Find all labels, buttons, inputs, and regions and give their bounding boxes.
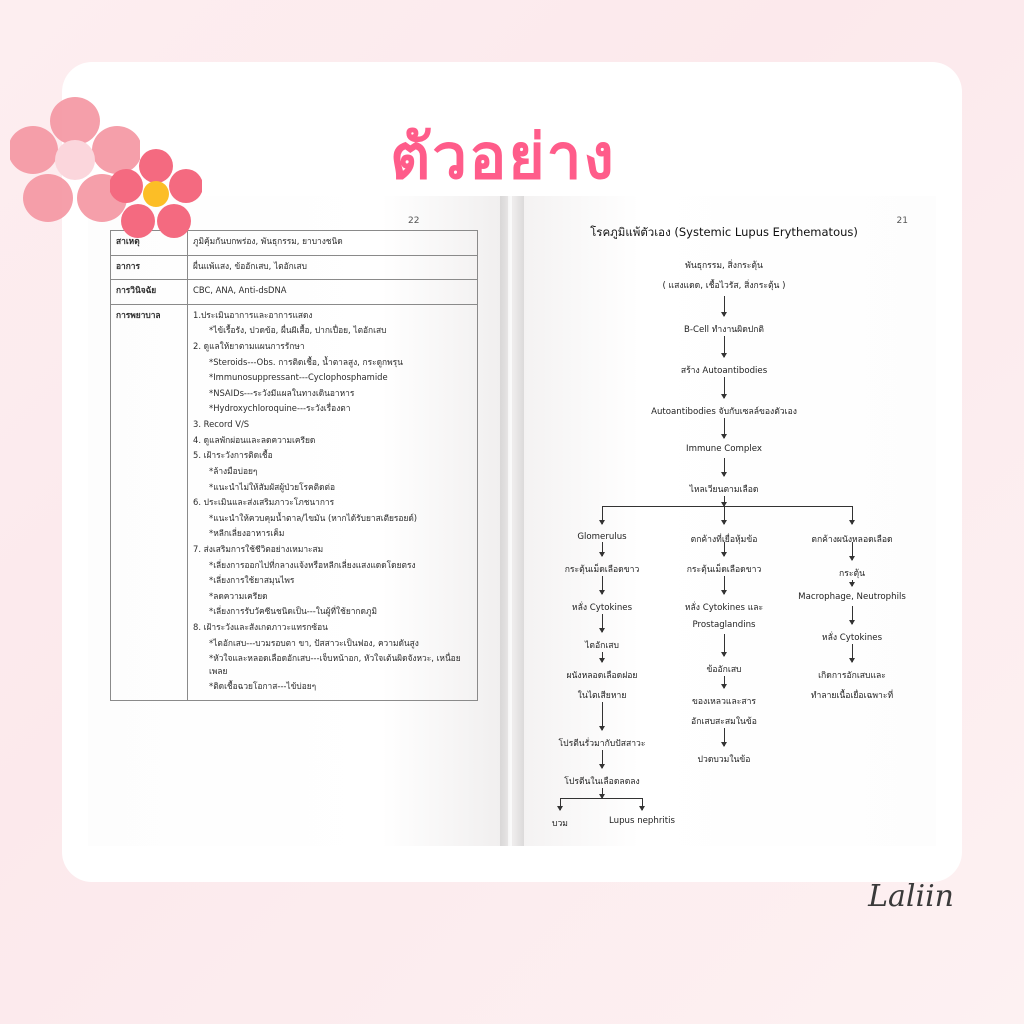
table-text-line: *Hydroxychloroquine---ระวังเรื่องตา	[209, 403, 351, 414]
table-text-line: *เลี่ยงการออกไปที่กลางแจ้งหรือหลีกเลี่ยงแสงแดดโดยตรง	[209, 559, 416, 570]
flowchart-node-b2-8: ปวดบวมในข้อ	[697, 755, 751, 765]
table-row-content	[188, 255, 478, 280]
flower-small-icon	[110, 148, 202, 240]
nursing-care-table	[110, 230, 478, 701]
flowchart-node-b2-1: ตกค้างที่เยื่อหุ้มข้อ	[690, 535, 758, 545]
table-row-header: การวินิจฉัย	[111, 280, 188, 305]
table-text-line: *NSAIDs---ระวังมีแผลในทางเดินอาหาร	[209, 387, 355, 398]
book-page-right	[512, 196, 936, 846]
table-text-line: ภูมิคุ้มกันบกพร่อง, พันธุกรรม, ยาบางชนิด	[193, 236, 343, 246]
connector-3	[724, 377, 725, 398]
book-gutter	[500, 196, 524, 846]
c14	[602, 652, 603, 662]
table-text-line: 6. ประเมินและส่งเสริมภาวะโภชนาการ	[193, 497, 335, 508]
table-text-line: 2. ดูแลให้ยาตามแผนการรักษา	[193, 341, 305, 352]
c22	[724, 576, 725, 594]
connector-1	[724, 296, 725, 316]
flowchart-node-b2-5: ข้ออักเสบ	[706, 665, 742, 675]
flowchart-node-b2-3: หลั่ง Cytokines และ	[684, 603, 764, 613]
table-text-line: *เลี่ยงการรับวัคซีนชนิดเป็น---ในผู้ที่ใช้ยากดภูมิ	[209, 606, 377, 617]
book-page-left	[88, 196, 508, 846]
flowchart-node-b3-5: เกิดการอักเสบและ	[818, 671, 886, 681]
table-text-line: 8. เฝ้าระวังและสังเกตภาวะแทรกซ้อน	[193, 622, 328, 633]
table-text-line: *ไข้เรื้อรัง, ปวดข้อ, ผื่นผีเสื้อ, ปากเปื่อย, ไตอักเสบ	[209, 325, 387, 336]
c11	[602, 542, 603, 556]
c32	[852, 580, 853, 586]
sle-flowchart	[512, 196, 936, 846]
c17	[602, 788, 603, 798]
c23	[724, 634, 725, 656]
flowchart-node-b3-4: หลั่ง Cytokines	[821, 633, 883, 643]
flowchart-node-b3-3: Macrophage, Neutrophils	[798, 592, 906, 602]
connector-bus	[602, 506, 852, 507]
table-text-line: *Immunosuppressant---Cyclophosphamide	[209, 372, 388, 383]
sample-watermark: ตัวอย่าง	[390, 120, 616, 193]
table-row-header: การพยาบาล	[111, 304, 188, 700]
flowchart-node-b1-9: บวม	[552, 819, 568, 829]
table-text-line: *หลีกเลี่ยงอาหารเค็ม	[209, 528, 285, 539]
c19	[560, 798, 561, 810]
open-book	[88, 196, 936, 846]
flowchart-node-b2-4: Prostaglandins	[692, 620, 756, 630]
signature: Laliin	[868, 879, 954, 914]
c24	[724, 676, 725, 688]
connector-branch-2	[724, 506, 725, 524]
table-text-line: 1.ประเมินอาการและอาการแสดง	[193, 309, 313, 320]
table-text-line: ผื่นแพ้แสง, ข้ออักเสบ, ไตอักเสบ	[193, 260, 307, 271]
table-text-line: 3. Record V/S	[193, 419, 250, 430]
table-text-line: CBC, ANA, Anti-dsDNA	[193, 285, 287, 296]
flowchart-node-b2-6: ของเหลวและสาร	[691, 697, 757, 707]
flowchart-node-b1-6: ในไตเสียหาย	[577, 691, 627, 701]
connector-branch-1	[602, 506, 603, 524]
flowchart-node-b1-2: กระตุ้นเม็ดเลือดขาว	[564, 565, 640, 575]
table-row	[111, 255, 478, 280]
flowchart-node-b1-5: ผนังหลอดเลือดฝอย	[566, 671, 638, 681]
flowchart-node-b1-8: โปรตีนในเลือดลดลง	[564, 777, 640, 787]
table-text-line: *ลดความเครียด	[209, 590, 268, 601]
page-number-right: 21	[896, 216, 908, 226]
c16	[602, 750, 603, 768]
c18	[560, 798, 642, 799]
table-text-line: *ไตอักเสบ---บวมรอบตา ขา, ปัสสาวะเป็นฟอง, ความดันสูง	[209, 637, 419, 648]
flowchart-node-b2-7: อักเสบสะสมในข้อ	[691, 717, 757, 727]
table-row-header: อาการ	[111, 255, 188, 280]
page-number-left: 22	[408, 216, 420, 226]
flowchart-node-b1-1: Glomerulus	[577, 532, 627, 542]
table-text-line: *ล้างมือบ่อยๆ	[209, 465, 258, 476]
table-text-line: *Steroids---Obs. การติดเชื้อ, น้ำตาลสูง, กระดูกพรุน	[209, 356, 403, 367]
flowchart-node-n6: Immune Complex	[686, 444, 762, 454]
table-row-content	[188, 304, 478, 700]
connector-6	[724, 496, 725, 506]
flowchart-node-b3-6: ทำลายเนื้อเยื่อเฉพาะที่	[810, 691, 894, 701]
c20	[642, 798, 643, 810]
table-row-header: สาเหตุ	[111, 231, 188, 256]
c15	[602, 702, 603, 730]
c13	[602, 614, 603, 632]
flowchart-node-n5: Autoantibodies จับกับเซลล์ของตัวเอง	[651, 407, 797, 417]
table-text-line: 4. ดูแลพักผ่อนและลดความเครียด	[193, 434, 316, 445]
flowchart-node-b1-4: ไตอักเสบ	[585, 641, 619, 651]
flowchart-title: โรคภูมิแพ้ตัวเอง (Systemic Lupus Erythematous)	[590, 225, 858, 239]
table-text-line: *แนะนำให้ควบคุมน้ำตาล/ไขมัน (หากได้รับยาสเตียรอยด์)	[209, 512, 418, 523]
c33	[852, 606, 853, 624]
c34	[852, 644, 853, 662]
table-row	[111, 304, 478, 700]
flowchart-node-b1-3: หลั่ง Cytokines	[571, 603, 633, 613]
flowchart-node-n4: สร้าง Autoantibodies	[680, 366, 768, 376]
flowchart-node-n7: ไหลเวียนตามเลือด	[689, 485, 759, 495]
table-text-line: *ติดเชื้อฉวยโอกาส---ไข้บ่อยๆ	[209, 681, 317, 692]
table-row-content	[188, 280, 478, 305]
connector-4	[724, 418, 725, 438]
flowchart-node-b1-10: Lupus nephritis	[609, 816, 675, 826]
flowchart-node-n3: B-Cell ทำงานผิดปกติ	[683, 325, 765, 335]
table-text-line: *เลี่ยงการใช้ยาสมุนไพร	[209, 575, 295, 586]
connector-branch-3	[852, 506, 853, 524]
flowchart-node-b2-2: กระตุ้นเม็ดเลือดขาว	[686, 565, 762, 575]
c12	[602, 576, 603, 594]
c25	[724, 728, 725, 746]
table-text-line: 5. เฝ้าระวังการติดเชื้อ	[193, 450, 273, 461]
flowchart-node-n2: ( แสงแดด, เชื้อไวรัส, สิ่งกระตุ้น )	[662, 281, 786, 291]
flowchart-node-n1: พันธุกรรม, สิ่งกระตุ้น	[685, 261, 763, 271]
table-text-line: *หัวใจและหลอดเลือดอักเสบ---เจ็บหน้าอก, หัวใจเต้นผิดจังหวะ, เหนื่อยเพลย	[209, 653, 461, 676]
table-row	[111, 280, 478, 305]
flowchart-node-b1-7: โปรตีนรั่วมากับปัสสาวะ	[558, 739, 646, 749]
flowchart-node-b3-1: ตกค้างผนังหลอดเลือด	[811, 535, 893, 545]
flowchart-node-b3-2: กระตุ้น	[839, 569, 865, 579]
connector-5	[724, 458, 725, 476]
table-text-line: *แนะนำไม่ให้สัมผัสผู้ป่วยโรคติดต่อ	[209, 481, 336, 492]
connector-2	[724, 336, 725, 357]
table-text-line: 7. ส่งเสริมการใช้ชีวิตอย่างเหมาะสม	[193, 543, 324, 554]
table-row-content	[188, 231, 478, 256]
